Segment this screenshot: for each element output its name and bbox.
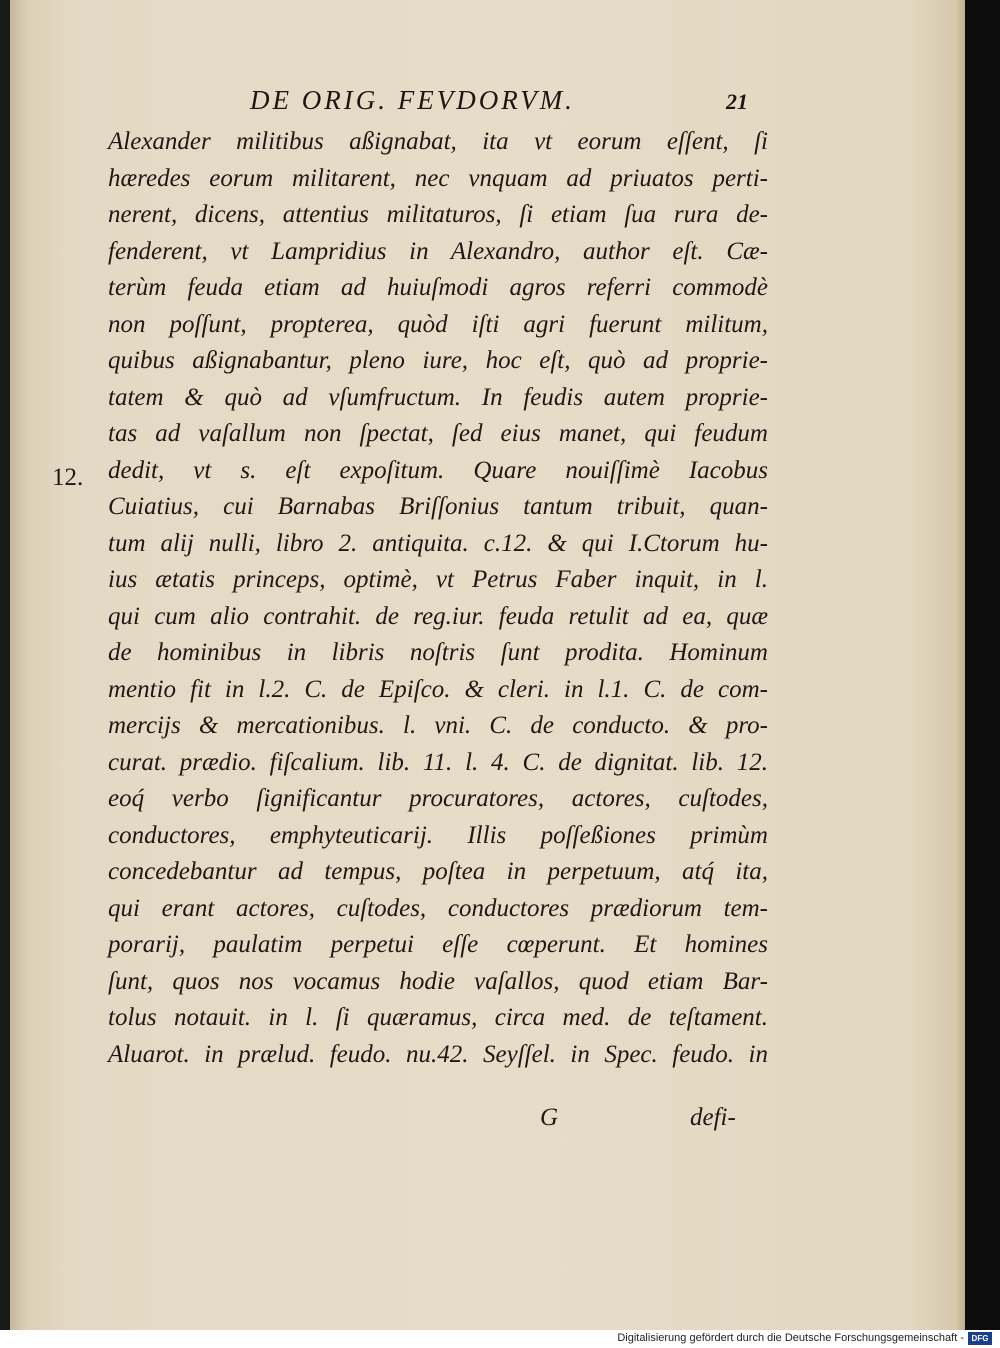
dfg-logo: DFG xyxy=(968,1332,992,1345)
text-line: tas ad vaſallum non ſpectat, ſed eius manet, qui feudum xyxy=(108,420,768,447)
text-line: hæredes eorum militarent, nec vnquam ad priuatos perti- xyxy=(108,164,768,192)
text-line: concedebantur ad tempus, poſtea in perpetuum, atq́ ita, xyxy=(108,858,768,885)
body-text xyxy=(108,124,768,1073)
text-line: tolus notauit. in l. ſi quæramus, circa med. de teſtament. xyxy=(108,1004,768,1031)
page-number: 21 xyxy=(726,89,748,114)
text-line: terùm feuda etiam ad huiuſmodi agros referri commodè xyxy=(108,274,768,301)
text-line: eoq́ verbo ſignificantur procuratores, actores, cuſtodes, xyxy=(108,785,768,812)
text-line: ſunt, quos nos vocamus hodie vaſallos, quod etiam Bar- xyxy=(108,967,768,995)
page-header xyxy=(10,85,965,125)
text-line: tatem & quò ad vſumfructum. In feudis autem proprie- xyxy=(108,383,768,411)
running-head: DE ORIG. FEVDORVM. xyxy=(250,85,575,115)
text-line: conductores, emphyteuticarij. Illis poſſeßiones primùm xyxy=(108,821,768,849)
text-line: ius ætatis princeps, optimè, vt Petrus Faber inquit, in l. xyxy=(108,566,768,593)
text-line: Aluarot. in prælud. feudo. nu.42. Seyſſel. in Spec. feudo. in xyxy=(108,1040,768,1068)
text-line: mercijs & mercationibus. l. vni. C. de conducto. & pro- xyxy=(108,712,768,739)
text-line: curat. prædio. fiſcalium. lib. 11. l. 4. C. de dignitat. lib. 12. xyxy=(108,748,768,776)
text-line: Cuiatius, cui Barnabas Briſſonius tantum tribuit, quan- xyxy=(108,493,768,520)
text-line: tum alij nulli, libro 2. antiquita. c.12. & qui I.Ctorum hu- xyxy=(108,529,768,557)
text-line: qui cum alio contrahit. de reg.iur. feuda retulit ad ea, quæ xyxy=(108,602,768,630)
signature-mark: G xyxy=(540,1104,559,1131)
credit-bar xyxy=(0,1330,1000,1348)
text-line: Alexander militibus aßignabat, ita vt eorum eſſent, ſi xyxy=(108,128,768,155)
text-line: dedit, vt s. eſt expoſitum. Quare nouiſſimè Iacobus xyxy=(108,456,768,484)
scan-border xyxy=(0,0,10,1330)
text-line: quibus aßignabantur, pleno iure, hoc eſt, quò ad proprie- xyxy=(108,347,768,374)
text-line: nerent, dicens, attentius militaturos, ſi etiam ſua rura de- xyxy=(108,201,768,228)
text-line: porarij, paulatim perpetui eſſe cœperunt. Et homines xyxy=(108,931,768,958)
margin-note: 12. xyxy=(52,464,84,491)
text-line: de hominibus in libris noſtris ſunt prodita. Hominum xyxy=(108,639,768,666)
text-line: non poſſunt, propterea, quòd iſti agri fuerunt militum, xyxy=(108,310,768,338)
book-page xyxy=(10,0,965,1330)
text-line: fenderent, vt Lampridius in Alexandro, author eſt. Cæ- xyxy=(108,237,768,265)
page-edge xyxy=(955,0,965,1330)
credit-text: Digitalisierung gefördert durch die Deutsche Forschungsgemeinschaft - xyxy=(617,1332,964,1344)
text-line: qui erant actores, cuſtodes, conductores prædiorum tem- xyxy=(108,894,768,922)
text-line: mentio fit in l.2. C. de Epiſco. & cleri. in l.1. C. de com- xyxy=(108,675,768,703)
catchword: defi- xyxy=(690,1104,736,1131)
